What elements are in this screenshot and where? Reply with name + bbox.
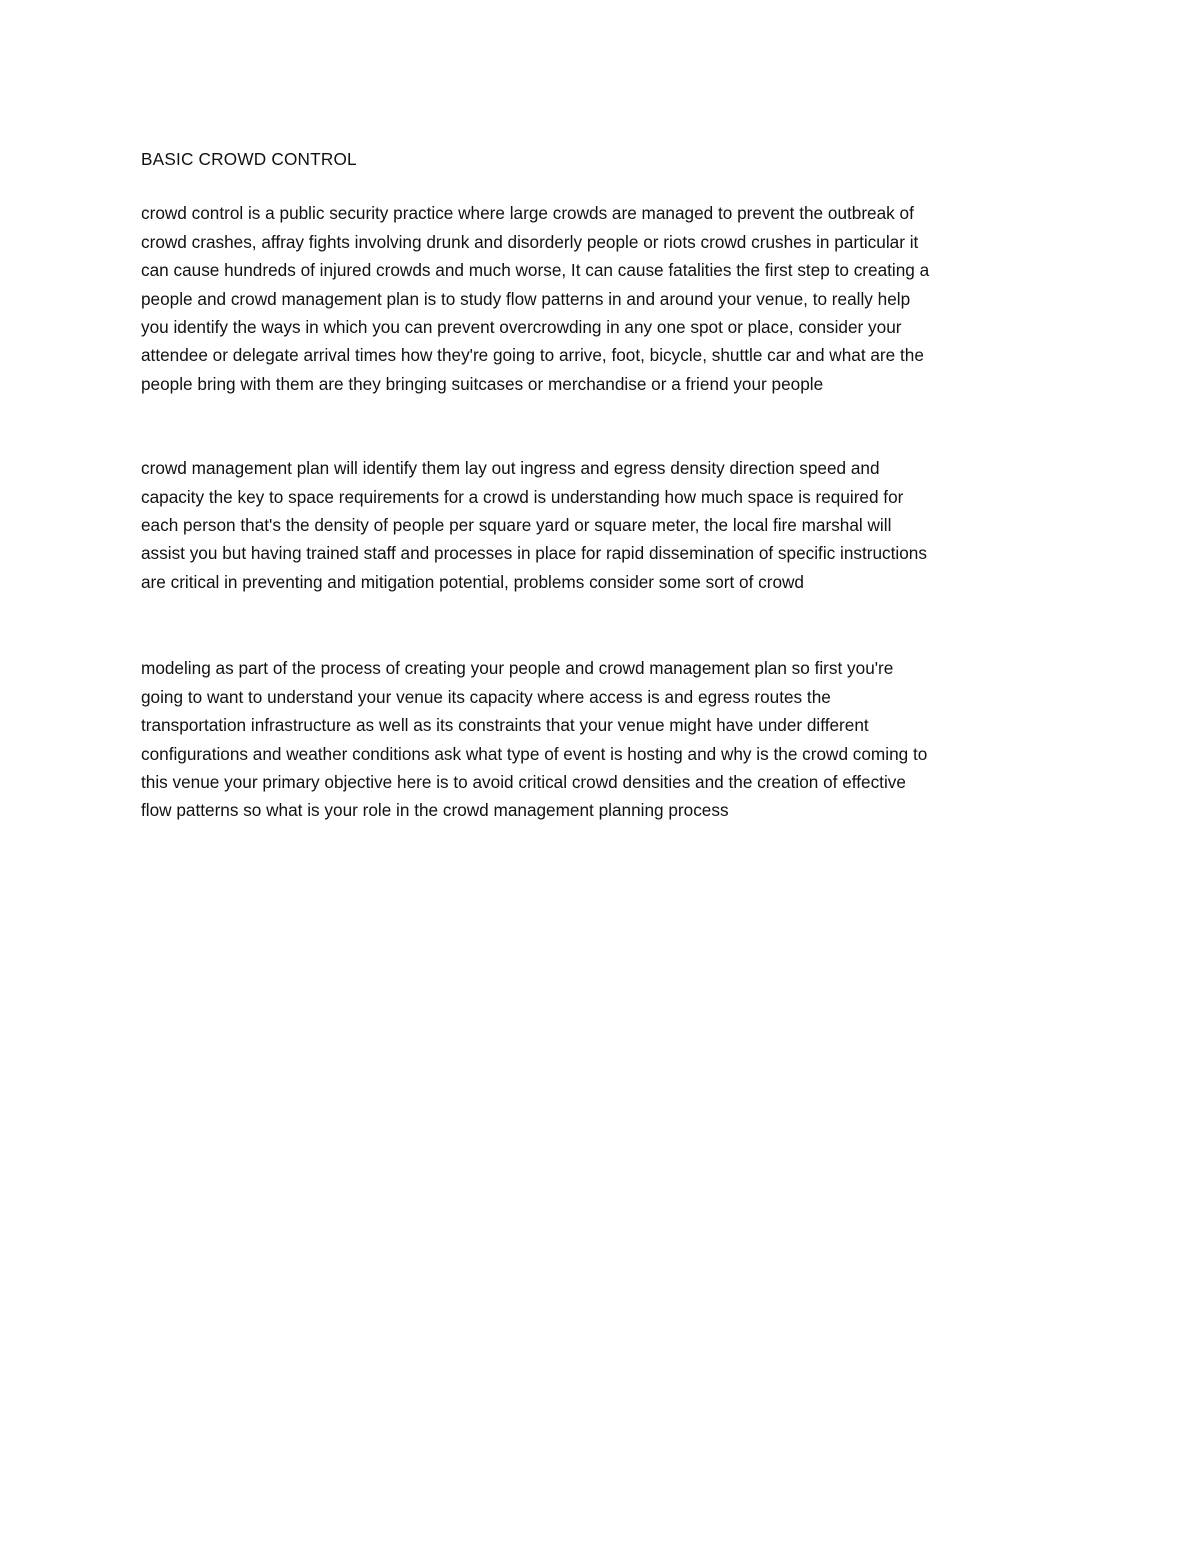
text-line: configurations and weather conditions ask what type of event is hosting and why is the crowd coming to bbox=[141, 743, 928, 764]
text-line: each person that's the density of people per square yard or square meter, the local fire marshal will bbox=[141, 515, 892, 536]
text-line: attendee or delegate arrival times how they're going to arrive, foot, bicycle, shuttle car and what are the bbox=[141, 345, 924, 366]
text-line: you identify the ways in which you can prevent overcrowding in any one spot or place, consider your bbox=[141, 317, 902, 338]
text-line: assist you but having trained staff and processes in place for rapid dissemination of specific instructions bbox=[141, 543, 927, 564]
text-line: can cause hundreds of injured crowds and much worse, It can cause fatalities the first step to creating a bbox=[141, 260, 930, 281]
paragraph-spacer bbox=[141, 596, 1061, 654]
document-title: BASIC CROWD CONTROL bbox=[141, 149, 357, 169]
text-line: people and crowd management plan is to study flow patterns in and around your venue, to really help bbox=[141, 288, 911, 309]
text-line: crowd control is a public security practice where large crowds are managed to prevent the outbreak of bbox=[141, 203, 914, 224]
document-body bbox=[141, 145, 1061, 825]
text-line: people bring with them are they bringing suitcases or merchandise or a friend your people bbox=[141, 373, 824, 394]
text-line: transportation infrastructure as well as its constraints that your venue might have under different bbox=[141, 715, 869, 736]
text-line: crowd crashes, affray fights involving drunk and disorderly people or riots crowd crushes in particular it bbox=[141, 231, 919, 252]
paragraph-spacer bbox=[141, 398, 1061, 454]
text-line: crowd management plan will identify them lay out ingress and egress density direction speed and bbox=[141, 458, 880, 479]
text-line: this venue your primary objective here is to avoid critical crowd densities and the creation of effective bbox=[141, 771, 906, 792]
text-line: flow patterns so what is your role in the crowd management planning process bbox=[141, 800, 729, 821]
paragraph-3 bbox=[141, 654, 1061, 824]
text-line: going to want to understand your venue its capacity where access is and egress routes the bbox=[141, 686, 831, 707]
paragraph-2 bbox=[141, 454, 1061, 596]
text-line: are critical in preventing and mitigation potential, problems consider some sort of crowd bbox=[141, 571, 804, 592]
text-line: capacity the key to space requirements for a crowd is understanding how much space is required for bbox=[141, 486, 904, 507]
paragraph-1 bbox=[141, 199, 1061, 398]
text-line: modeling as part of the process of creating your people and crowd management plan so first you're bbox=[141, 658, 894, 679]
